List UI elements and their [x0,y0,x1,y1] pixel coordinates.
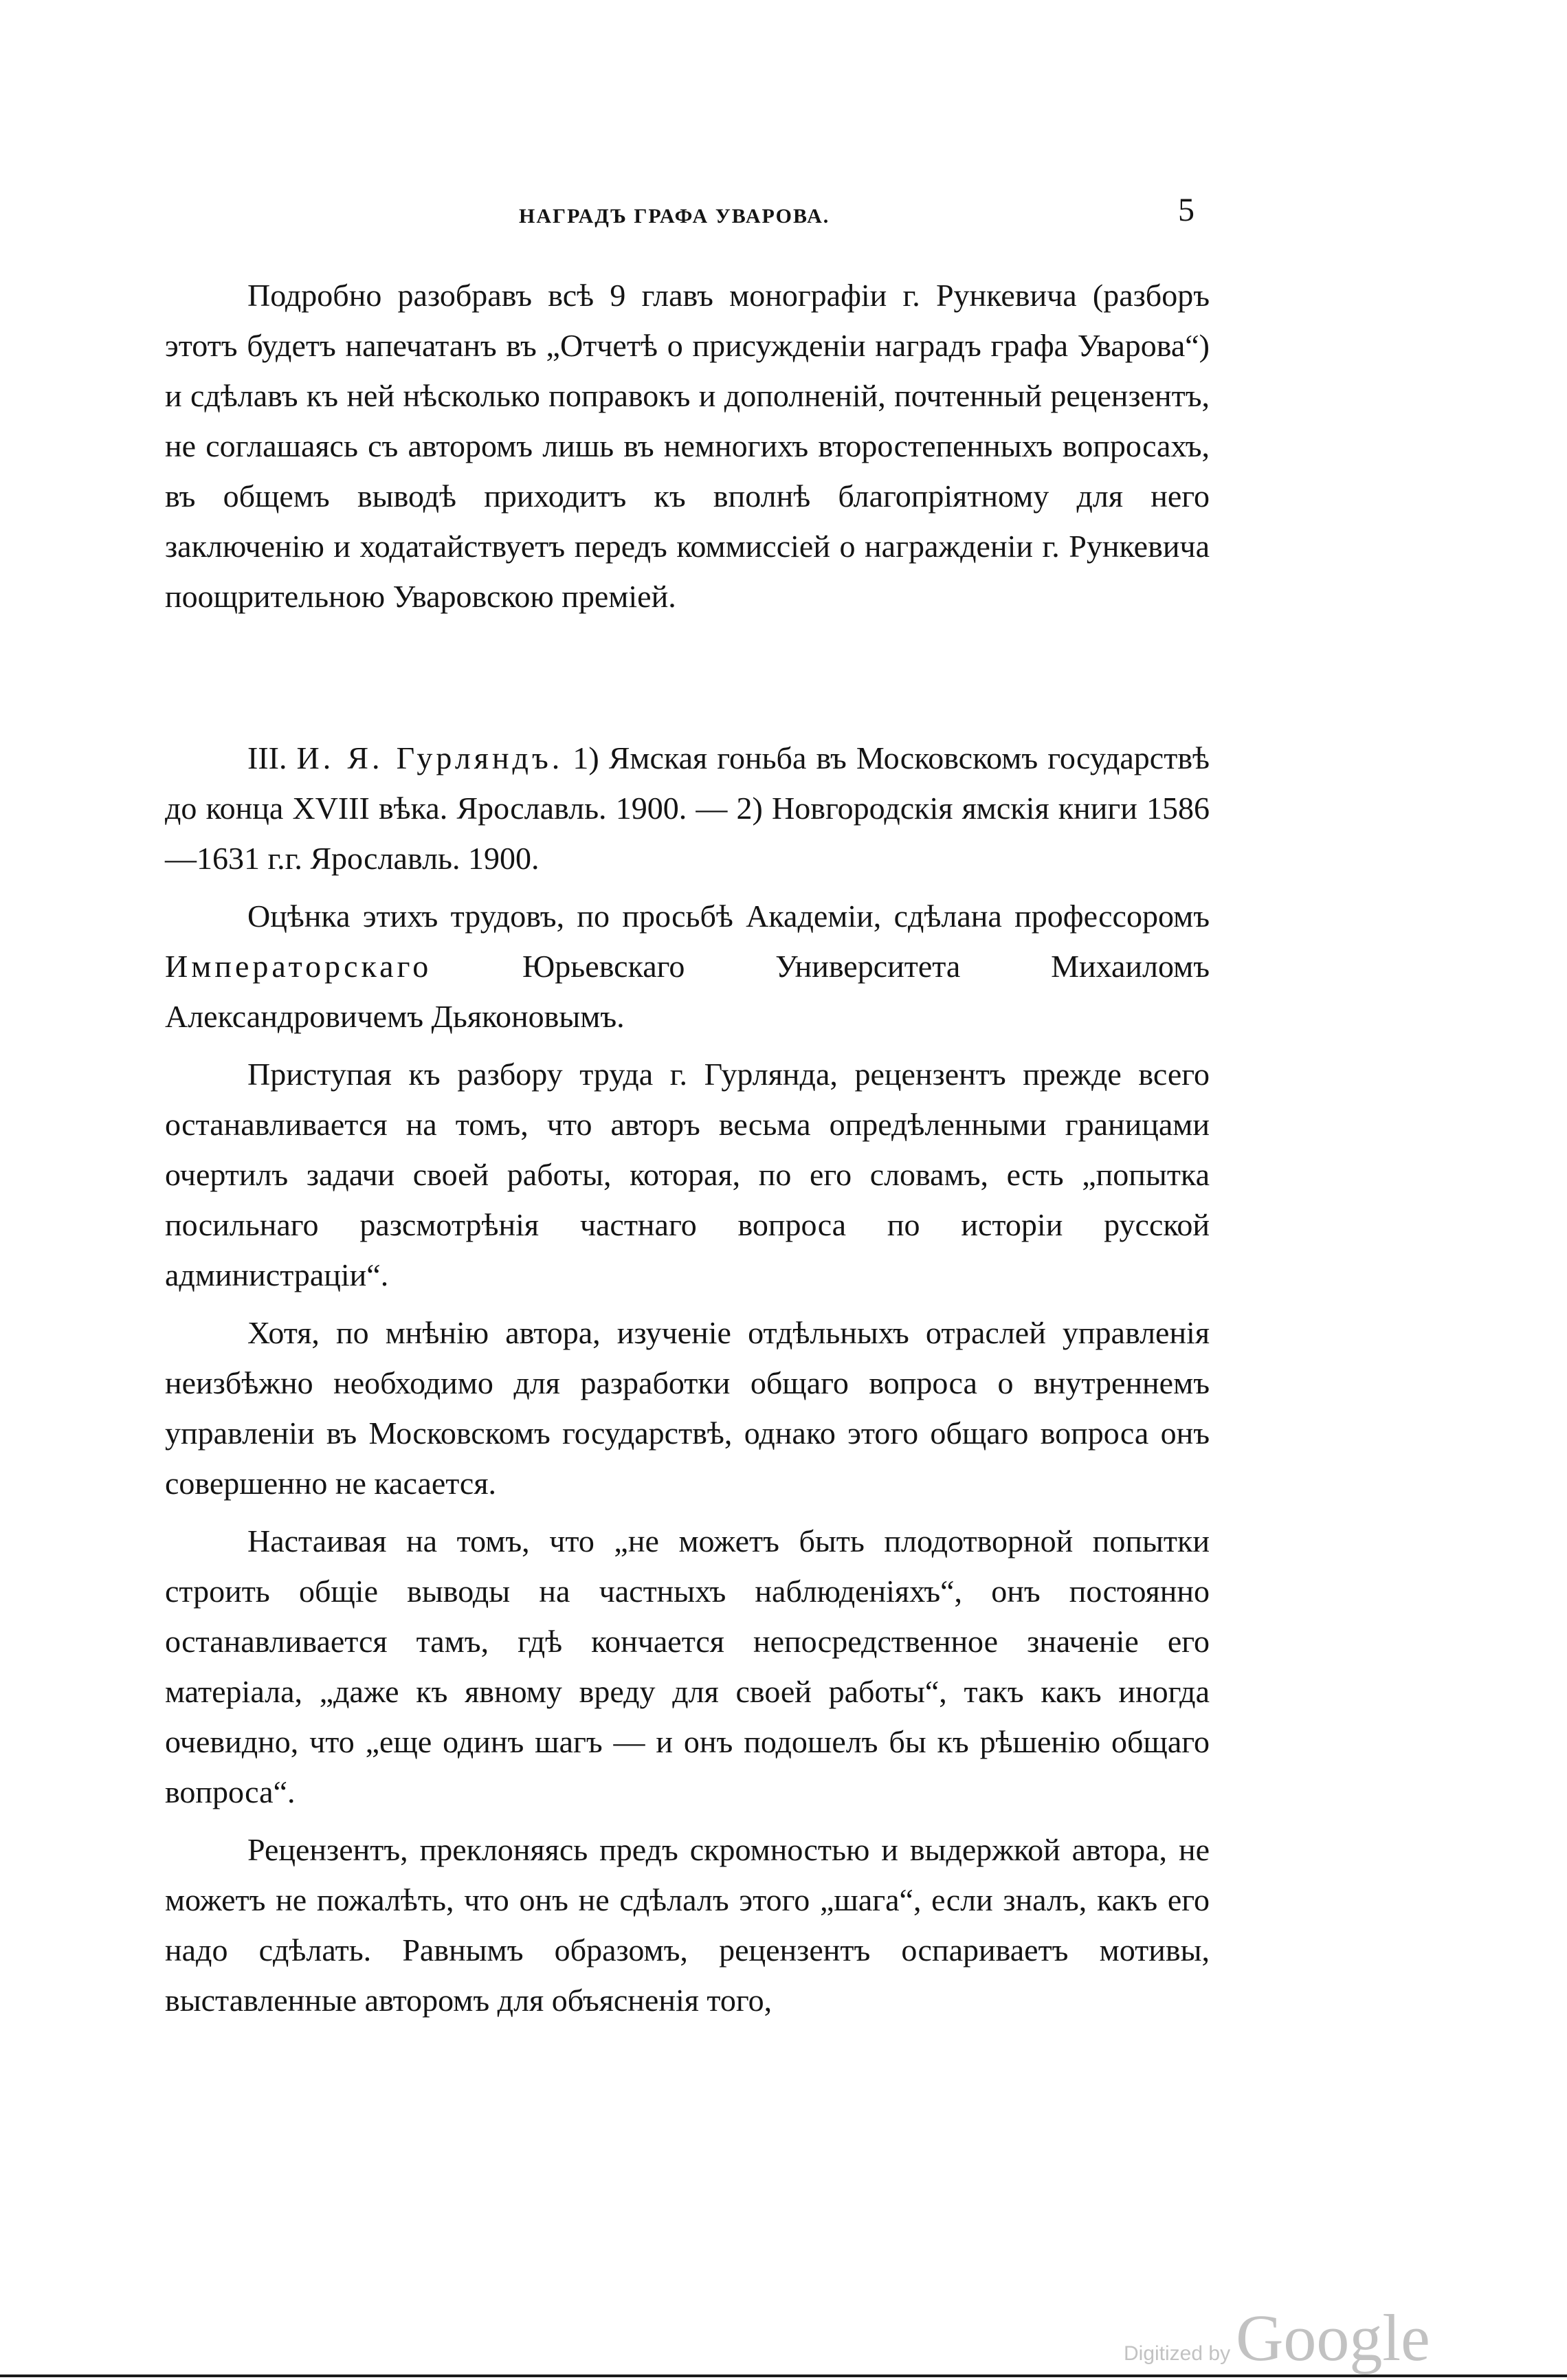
paragraph-review-start: Приступая къ разбору труда г. Гурлянда, рецензентъ прежде всего останавливается на томъ, что авторъ весьма опредѣленными границами очертилъ задачи своей работы, которая, по его словамъ, есть „попытка посильнаго разсмотрѣнія частнаго вопроса по исторіи русской администраціи“. [165,1057,1210,1292]
page-number: 5 [1178,192,1194,228]
google-logo: Google [1236,2301,1430,2375]
entry-number: III. [247,740,287,775]
entry-author: И. Я. Гурляндъ. [296,740,564,775]
assessment-text-start: Оцѣнка этихъ трудовъ, по просьбѣ Академіи, сдѣлана профессоромъ [247,899,1210,934]
watermark-digitized-text: Digitized by [1124,2342,1231,2365]
paragraph-reviewer-regret: Рецензентъ, преклоняясь предъ скромностью и выдержкой автора, не можетъ не пожалѣть, что онъ не сдѣлалъ этого „шага“, если зналъ, какъ его надо сдѣлать. Равнымъ образомъ, рецензентъ оспариваетъ мотивы, выставленные авторомъ для объясненія того, [165,1832,1210,2018]
imperial-spaced-word: Императорскаго [165,949,432,984]
text-block-top [165,270,1210,621]
paragraph-runkevich-review: Подробно разобравъ всѣ 9 главъ монографіи г. Рункевича (разборъ этотъ будетъ напечатанъ въ „Отчетѣ о присужденіи наградъ графа Уварова“) и сдѣлавъ къ ней нѣсколько поправокъ и дополненій, почтенный рецензентъ, не соглашаясь съ авторомъ лишь въ немногихъ второстепенныхъ вопросахъ, въ общемъ выводѣ приходитъ къ вполнѣ благопріятному для него заключенію и ходатайствуетъ передъ коммиссіей о награжденіи г. Рункевича поощрительною Уваровскою преміей. [165,278,1210,614]
paragraph-gurliand-entry [165,733,1210,883]
paragraph-insisting: Настаивая на томъ, что „не можетъ быть плодотворной попытки строить общіе выводы на частныхъ наблюденіяхъ“, онъ постоянно останавливается тамъ, гдѣ кончается непосредственное значеніе его матеріала, „даже къ явному вреду для своей работы“, такъ какъ иногда очевидно, что „еще одинъ шагъ — и онъ подошелъ бы къ рѣшенію общаго вопроса“. [165,1523,1210,1809]
assessment-text-end: Юрьевскаго Университета Михаиломъ Александровичемъ Дьяконовымъ. [165,949,1210,1034]
bottom-scan-edge [0,2375,1567,2377]
paragraph-author-opinion: Хотя, по мнѣнію автора, изученіе отдѣльныхъ отраслей управленія неизбѣжно необходимо для разработки общаго вопроса о внутреннемъ управленіи въ Московскомъ государствѣ, однако этого общаго вопроса онъ совершенно не касается. [165,1315,1210,1501]
paragraph-assessment [165,891,1210,1042]
entry-titles: 1) Ямская гоньба въ Московскомъ государствѣ до конца XVIII вѣка. Ярославль. 1900. — 2) Новгородскія ямскія книги 1586—1631 г.г. Ярославль. 1900. [165,740,1210,876]
text-block-main [165,733,1210,2025]
running-head: НАГРАДЪ ГРАФА УВАРОВА. [519,205,830,228]
digitized-by-google-watermark [1124,2300,1430,2376]
